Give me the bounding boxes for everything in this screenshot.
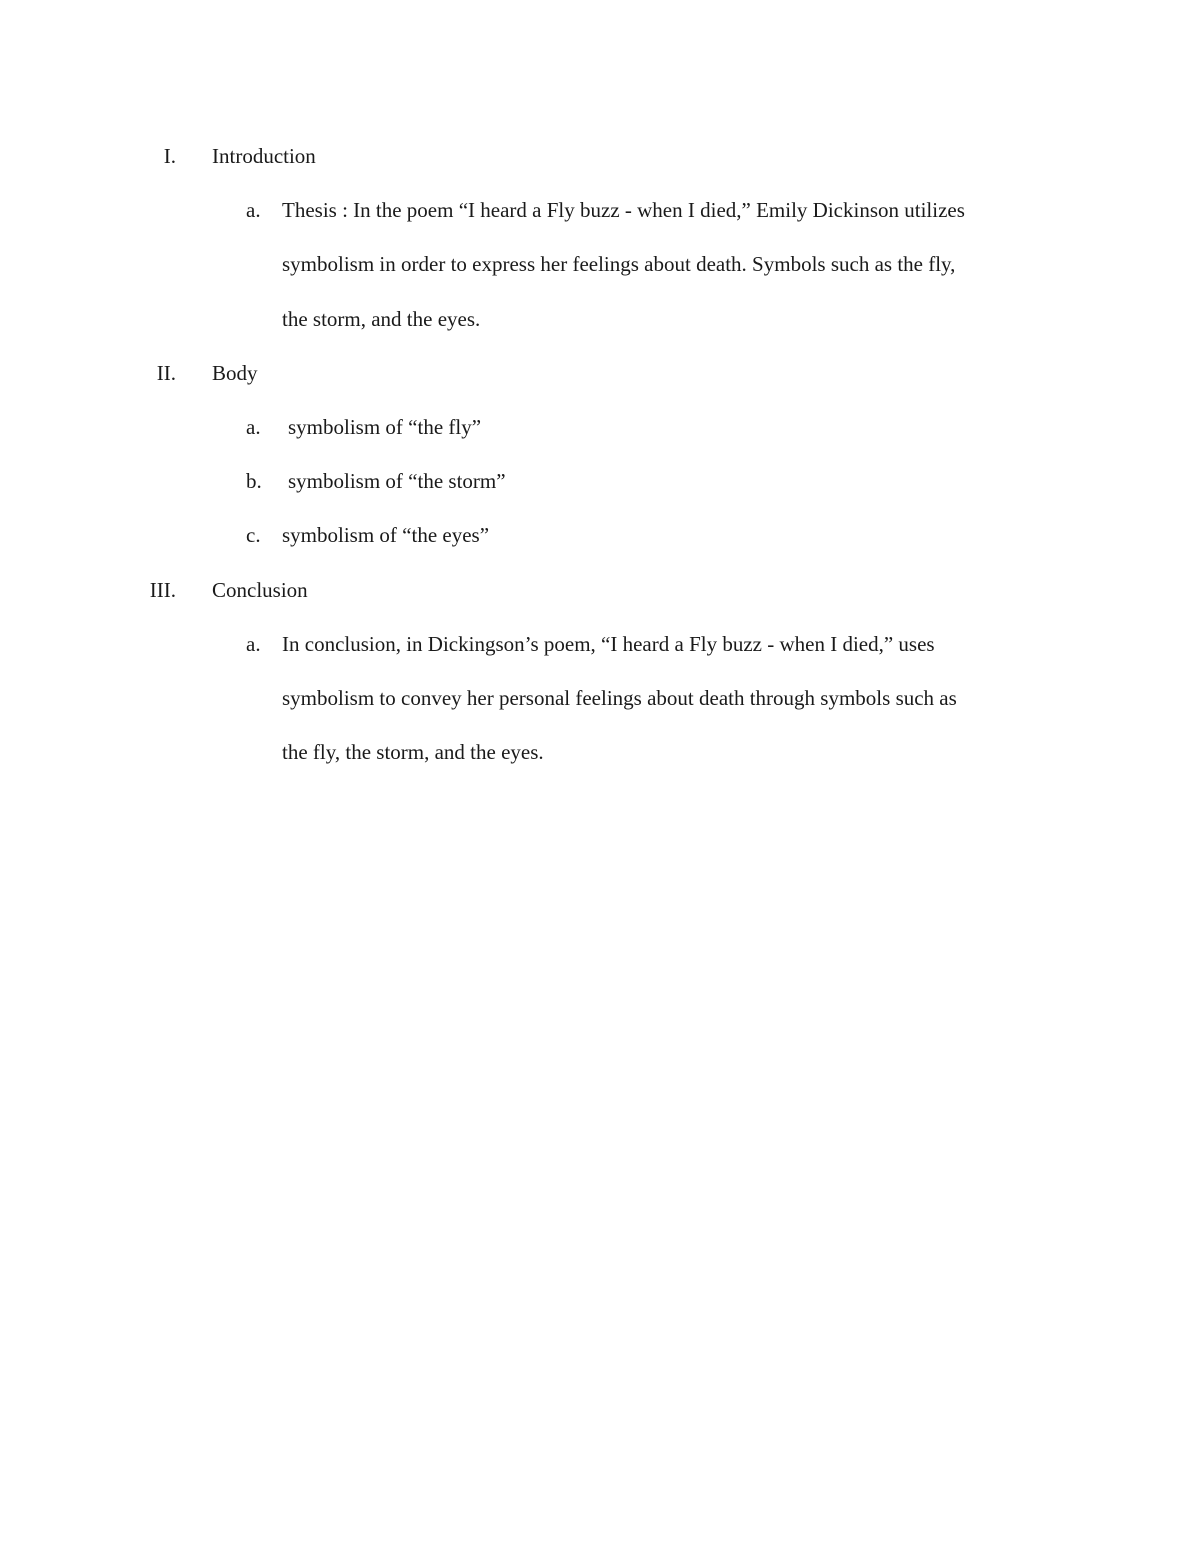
- section-title: Introduction: [212, 144, 316, 168]
- outline-item-thesis: [0, 194, 1200, 248]
- item-text: Thesis : In the poem “I heard a Fly buzz - when I died,” Emily Dickinson utilizes: [282, 198, 965, 223]
- outline-item-thesis-continued: [0, 303, 1200, 357]
- outline-item-eyes: [0, 519, 1200, 573]
- item-text: symbolism of “the fly”: [288, 414, 482, 439]
- outline-item-conclusion-continued: [0, 736, 1200, 790]
- section-numeral: II.: [156, 360, 176, 385]
- item-letter: a.: [246, 414, 261, 439]
- outline-item-conclusion: [0, 628, 1200, 682]
- item-letter: a.: [246, 198, 261, 223]
- item-letter: a.: [246, 631, 261, 656]
- item-text: symbolism of “the eyes”: [282, 523, 490, 548]
- item-text: the fly, the storm, and the eyes.: [282, 740, 544, 765]
- outline-item-fly: [0, 411, 1200, 465]
- item-letter: c.: [246, 523, 261, 548]
- item-text: symbolism of “the storm”: [288, 469, 506, 494]
- section-numeral: I.: [163, 144, 176, 168]
- outline-item-thesis-continued: [0, 248, 1200, 302]
- outline-item-storm: [0, 465, 1200, 519]
- section-numeral: III.: [149, 577, 176, 602]
- section-title: Body: [212, 360, 258, 385]
- item-text: the storm, and the eyes.: [282, 306, 481, 331]
- section-conclusion: [0, 574, 1200, 628]
- section-body: [0, 357, 1200, 411]
- section-introduction: [0, 140, 1200, 194]
- section-title: Conclusion: [212, 577, 308, 602]
- item-text: In conclusion, in Dickingson’s poem, “I heard a Fly buzz - when I died,” uses: [282, 631, 935, 656]
- essay-outline: [0, 140, 1200, 790]
- item-text: symbolism in order to express her feelings about death. Symbols such as the fly,: [282, 252, 956, 277]
- item-letter: b.: [246, 469, 262, 494]
- item-text: symbolism to convey her personal feelings about death through symbols such as: [282, 685, 957, 710]
- outline-item-conclusion-continued: [0, 682, 1200, 736]
